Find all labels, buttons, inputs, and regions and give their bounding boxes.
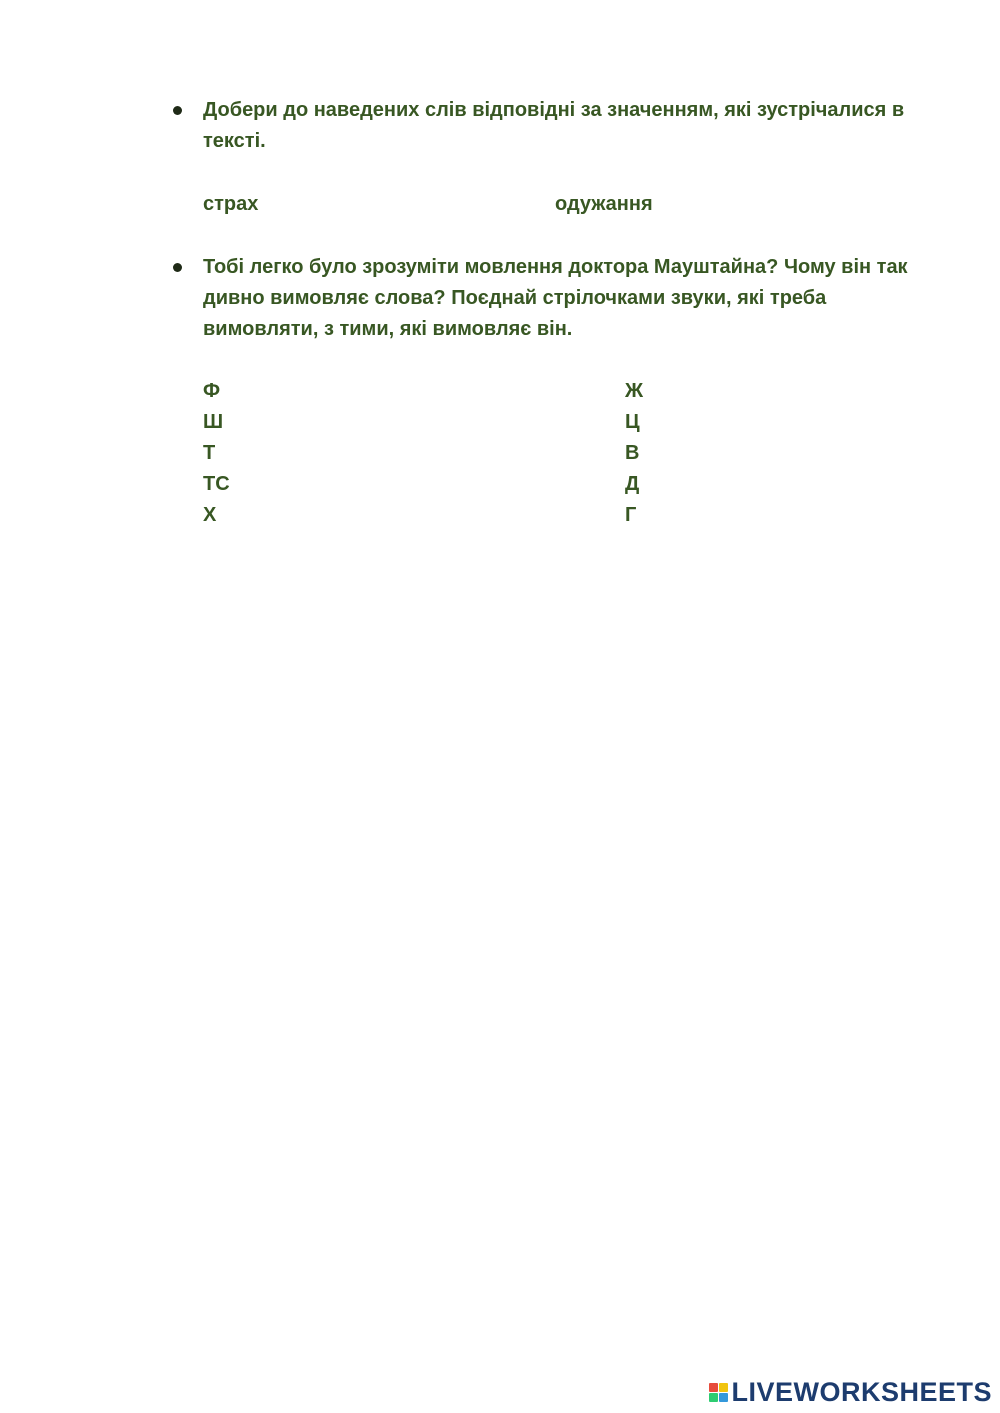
bullet-icon (173, 106, 182, 115)
right-letter[interactable]: Ц (625, 411, 640, 433)
left-letter[interactable]: ТС (203, 473, 230, 495)
word-left: страх (203, 193, 259, 215)
question-2 (173, 252, 943, 345)
question-1-text: Добери до наведених слів відповідні за значенням, які зустрічалися в тексті. (203, 99, 905, 152)
right-letters-column (625, 376, 643, 531)
question-1 (173, 95, 943, 157)
right-letter[interactable]: Д (625, 473, 640, 495)
word-right: одужання (555, 193, 653, 215)
logo-mark-square (709, 1393, 718, 1402)
right-letter[interactable]: Ж (625, 380, 644, 402)
left-letter[interactable]: Х (203, 504, 217, 526)
left-letter[interactable]: Ф (203, 380, 221, 402)
left-letter[interactable]: Ш (203, 411, 224, 433)
left-letter[interactable]: Т (203, 442, 216, 464)
logo-mark-square (719, 1393, 728, 1402)
right-letter[interactable]: Г (625, 504, 637, 526)
right-letter[interactable]: В (625, 442, 640, 464)
logo-mark-square (719, 1383, 728, 1392)
liveworksheets-logo (709, 1377, 992, 1407)
logo-mark-square (709, 1383, 718, 1392)
logo-mark-icon (709, 1383, 728, 1402)
bullet-icon (173, 263, 182, 272)
question-2-text: Тобі легко було зрозуміти мовлення доктора Мауштайна? Чому він так дивно вимовляє слова? Поєднай стрілочками звуки, які треба вимовляти, з тими, які вимовляє він. (203, 256, 908, 340)
logo-text: LIVEWORKSHEETS (731, 1376, 992, 1407)
left-letters-column (203, 376, 230, 531)
